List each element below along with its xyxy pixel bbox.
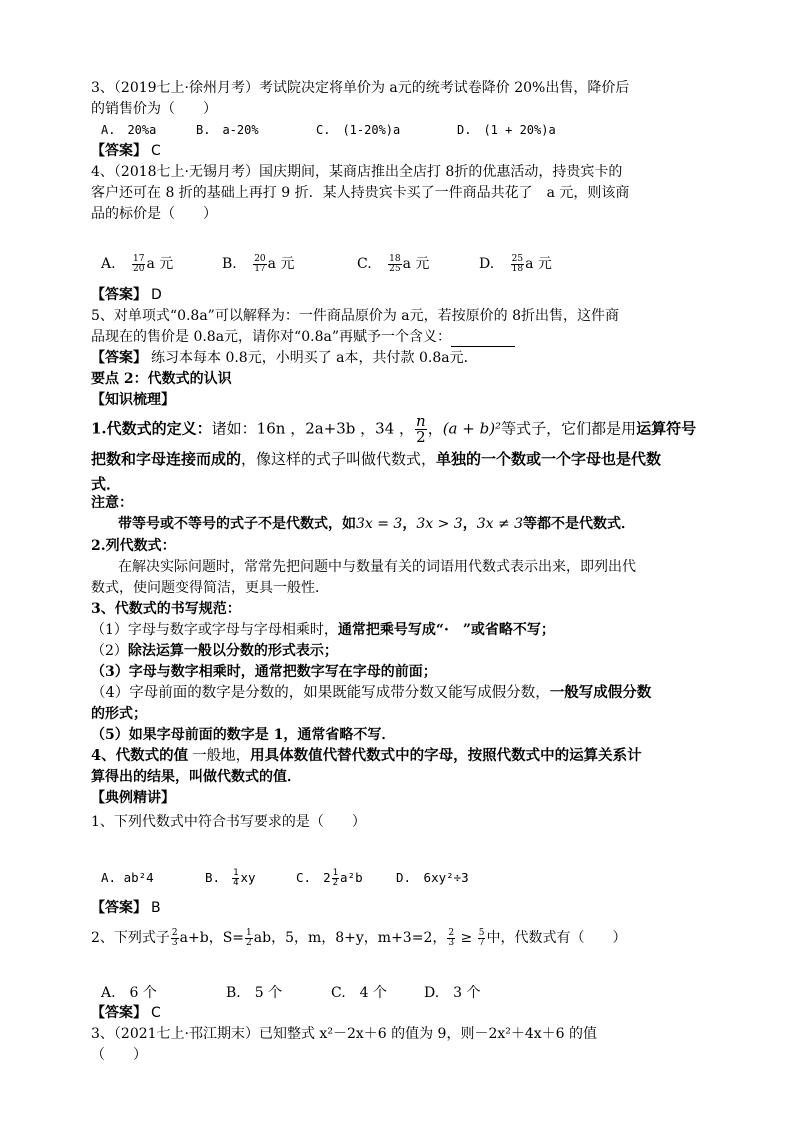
q5-stem-line1: 5、对单项式“0.8a”可以解释为：一件商品原价为 a元，若按原价的 8折出售，这件商	[91, 308, 619, 324]
q3-option-a: A. 20%a	[101, 123, 157, 137]
e1-option-c: C. 2 $\frac{1}{2}$ a²b	[296, 868, 363, 888]
knowledge-heading: 【知识梳理】	[91, 392, 175, 408]
definition-line1: 1.代数式的定义：诸如：16n ，2a+3b ，34 ， $\frac{n}{2}$ ，(a + b)²等式子，它们都是用运算符号	[91, 412, 697, 446]
list-line2: 数式，使问题变得简洁，更具一般性．	[91, 580, 329, 596]
e3-stem-line2: （ ）	[91, 1047, 147, 1063]
rule-1: （1）字母与数字或字母与字母相乘时，通常把乘号写成“· ”或省略不写；	[91, 622, 555, 638]
e2-option-b: B. 5 个	[226, 985, 283, 1001]
q3-answer	[91, 141, 161, 161]
e1-stem: 1、下列代数式中符合书写要求的是（ ）	[91, 814, 366, 830]
value-line2: 算得出的结果，叫做代数式的值．	[91, 769, 301, 785]
note-label: 注意：	[91, 495, 133, 511]
q4-option-a: A. $\frac{17}{20}$ a 元	[101, 253, 174, 274]
e2-stem: 2、下列式子 $\frac{2}{3}$ a+b，S= $\frac{1}{2}$ ab，5，m，8+y，m+3=2， $\frac{2}{3}$ ≥ $\frac{5}{7}$ 中，代数式有（ ）	[91, 927, 627, 948]
q3-stem-line1: 3、（2019七上·徐州月考）考试院决定将单价为 a元的统考试卷降价 20%出售，降价后	[91, 80, 630, 96]
e2-answer: 【答案】 C	[91, 1005, 161, 1021]
q3-option-c: C. (1-20%)a	[316, 123, 401, 137]
e2-option-a: A. 6 个	[101, 985, 157, 1001]
q4-option-c: C. $\frac{18}{25}$ a 元	[357, 253, 430, 274]
q3-option-b: B. a-20%	[196, 123, 259, 137]
e1-answer: 【答案】 B	[91, 900, 161, 916]
q4-stem-line1: 4、（2018七上·无锡月考）国庆期间，某商店推出全店打 8折的优惠活动，持贵宾卡的	[91, 164, 623, 180]
answer-value: C	[151, 143, 161, 159]
q5-stem-line2: 品现在的售价是 0.8a元，请你对“0.8a”再赋予一个含义：	[91, 327, 515, 347]
q5-answer: 【答案】 练习本每本 0.8元，小明买了 a本，共付款 0.8a元．	[91, 350, 478, 366]
list-line1: 在解决实际问题时，常常先把问题中与数量有关的词语用代数式表示出来，即列出代	[118, 559, 636, 575]
rule-4-line1: （4）字母前面的数字是分数的，如果既能写成带分数又能写成假分数，一般写成假分数	[91, 684, 652, 701]
q4-option-d: D. $\frac{25}{18}$ a 元	[479, 253, 552, 274]
rule-2: （2）除法运算一般以分数的形式表示；	[91, 643, 338, 659]
q4-stem-line3: 品的标价是（ ）	[91, 206, 217, 222]
list-label: 2.列代数式：	[91, 538, 176, 554]
blank-line	[451, 332, 515, 347]
rule-3: （3）字母与数字相乘时，通常把数字写在字母的前面；	[91, 664, 437, 680]
definition-line3: 式．	[91, 475, 122, 493]
definition-line2: 把数和字母连接而成的，像这样的式子叫做代数式，单独的一个数或一个字母也是代数	[91, 450, 662, 468]
e1-option-a: A. ab²4	[101, 870, 154, 885]
rules-label: 3、代数式的书写规范：	[91, 601, 241, 617]
q4-stem-line2: 客户还可在 8 折的基础上再打 9 折．某人持贵宾卡买了一件商品共花了 a 元，则该商	[91, 185, 630, 201]
e1-option-d: D. 6xy²÷3	[396, 870, 469, 885]
q3-stem-line2: 的销售价为（ ）	[91, 101, 217, 117]
e2-option-d: D. 3 个	[424, 985, 481, 1001]
answer-label: 【答案】	[91, 143, 147, 159]
q4-option-b: B. $\frac{20}{17}$ a 元	[222, 253, 295, 274]
value-line1: 4、代数式的值 一般地，用具体数值代替代数式中的字母，按照代数式中的运算关系计	[91, 747, 642, 764]
e2-option-c: C. 4 个	[331, 985, 388, 1001]
note-text: 带等号或不等号的式子不是代数式，如3x = 3，3x > 3，3x ≠ 3等都不是代数式．	[118, 516, 636, 532]
q4-answer: 【答案】 D	[91, 287, 162, 303]
rule-5: （5）如果字母前面的数字是 1，通常省略不写．	[91, 727, 396, 743]
e1-option-b: B. $\frac{1}{4}$ xy	[205, 868, 256, 888]
rule-4-line2: 的形式；	[91, 706, 147, 722]
q3-option-d: D. (1 + 20%)a	[457, 123, 556, 137]
section-heading: 要点 2：代数式的认识	[91, 371, 232, 387]
e3-stem-line1: 3、（2021七上·邗江期末）已知整式 x²－2x＋6 的值为 9，则－2x²＋4x＋6 的值	[91, 1026, 598, 1042]
example-heading: 【典例精讲】	[91, 790, 175, 806]
